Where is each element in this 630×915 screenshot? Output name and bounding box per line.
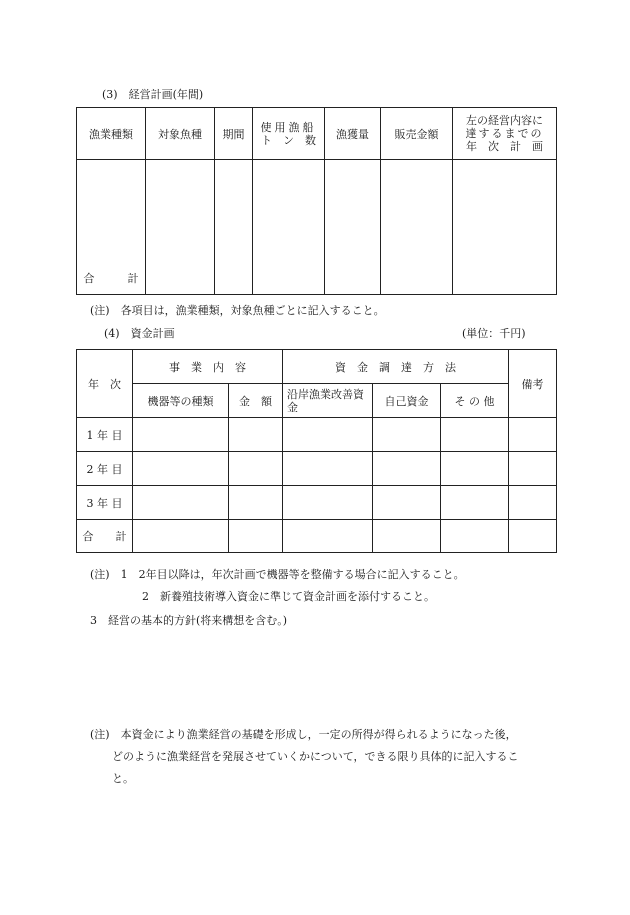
funding-cell bbox=[373, 418, 441, 452]
funding-cell bbox=[441, 452, 509, 486]
business-plan-table bbox=[76, 107, 557, 295]
funding-cell bbox=[509, 418, 557, 452]
funding-cell bbox=[229, 486, 283, 520]
funding-cell bbox=[509, 452, 557, 486]
header-business-content: 事 業 内 容 bbox=[133, 350, 283, 384]
funding-cell bbox=[373, 452, 441, 486]
header-coastal-fund: 沿岸漁業改善資金 bbox=[283, 384, 373, 418]
header-own-funds: 自己資金 bbox=[373, 384, 441, 418]
row-label-year2: 2 年 目 bbox=[77, 452, 133, 486]
basic-policy-note-line3: と。 bbox=[112, 772, 134, 785]
funding-cell bbox=[133, 452, 229, 486]
funding-cell bbox=[509, 486, 557, 520]
row-label-total: 合 計 bbox=[77, 520, 133, 553]
header-vessel-tonnage-line2: ト ン 数 bbox=[261, 133, 316, 147]
basic-policy-title: 3 経営の基本的方針(将来構想を含む。) bbox=[90, 614, 288, 627]
section-4-title: (4) 資金計画 bbox=[104, 327, 175, 340]
funding-cell bbox=[509, 520, 557, 553]
funding-cell bbox=[373, 520, 441, 553]
funding-cell bbox=[441, 486, 509, 520]
funding-cell bbox=[283, 520, 373, 553]
funding-cell bbox=[133, 520, 229, 553]
business-plan-cell bbox=[146, 160, 215, 295]
funding-cell bbox=[283, 452, 373, 486]
header-equipment-type: 機器等の種類 bbox=[133, 384, 229, 418]
funding-cell bbox=[283, 418, 373, 452]
header-vessel-tonnage-line1: 使用漁船 bbox=[260, 120, 317, 134]
funding-cell bbox=[229, 418, 283, 452]
funding-cell bbox=[229, 452, 283, 486]
header-annual-plan bbox=[453, 108, 557, 160]
business-plan-cell bbox=[325, 160, 381, 295]
funding-plan-table bbox=[76, 349, 557, 553]
funding-cell bbox=[283, 486, 373, 520]
business-plan-total-cell bbox=[77, 160, 146, 295]
header-annual-plan-line2: 達するまでの bbox=[465, 127, 544, 140]
header-amount: 金 額 bbox=[229, 384, 283, 418]
business-plan-cell bbox=[453, 160, 557, 295]
funding-cell bbox=[373, 486, 441, 520]
funding-cell bbox=[229, 520, 283, 553]
header-target-species: 対象魚種 bbox=[146, 108, 215, 160]
funding-cell bbox=[441, 520, 509, 553]
header-funding-method: 資 金 調 達 方 法 bbox=[283, 350, 509, 384]
row-label-year1: 1 年 目 bbox=[77, 418, 133, 452]
header-fishery-type: 漁業種類 bbox=[77, 108, 146, 160]
header-remarks: 備考 bbox=[509, 350, 557, 418]
funding-cell bbox=[133, 486, 229, 520]
section-4-note-2: 2 新養殖技術導入資金に準じて資金計画を添付すること。 bbox=[142, 590, 435, 603]
basic-policy-note-line1: (注) 本資金により漁業経営の基礎を形成し，一定の所得が得られるようになった後， bbox=[90, 728, 517, 741]
funding-cell bbox=[441, 418, 509, 452]
business-plan-total-label: 合 計 bbox=[83, 272, 139, 285]
business-plan-cell bbox=[215, 160, 253, 295]
header-year: 年 次 bbox=[77, 350, 133, 418]
header-annual-plan-line1: 左の経営内容に bbox=[466, 114, 543, 127]
business-plan-cell bbox=[381, 160, 453, 295]
section-4-note-1: (注) 1 2年目以降は，年次計画で機器等を整備する場合に記入すること。 bbox=[90, 568, 465, 581]
header-catch-volume: 漁獲量 bbox=[325, 108, 381, 160]
section-4-unit: (単位：千円) bbox=[462, 327, 526, 340]
section-3-note: (注) 各項目は，漁業種類，対象魚種ごとに記入すること。 bbox=[90, 304, 385, 317]
header-other: そ の 他 bbox=[441, 384, 509, 418]
basic-policy-note-line2: どのように漁業経営を発展させていくかについて，できる限り具体的に記入するこ bbox=[112, 750, 519, 763]
funding-cell bbox=[133, 418, 229, 452]
header-annual-plan-line3: 年 次 計 画 bbox=[466, 140, 543, 153]
header-vessel-tonnage bbox=[253, 108, 325, 160]
row-label-year3: 3 年 目 bbox=[77, 486, 133, 520]
header-period: 期間 bbox=[215, 108, 253, 160]
business-plan-cell bbox=[253, 160, 325, 295]
section-3-title: (3) 経営計画(年間) bbox=[102, 88, 204, 101]
header-sales-amount: 販売金額 bbox=[381, 108, 453, 160]
